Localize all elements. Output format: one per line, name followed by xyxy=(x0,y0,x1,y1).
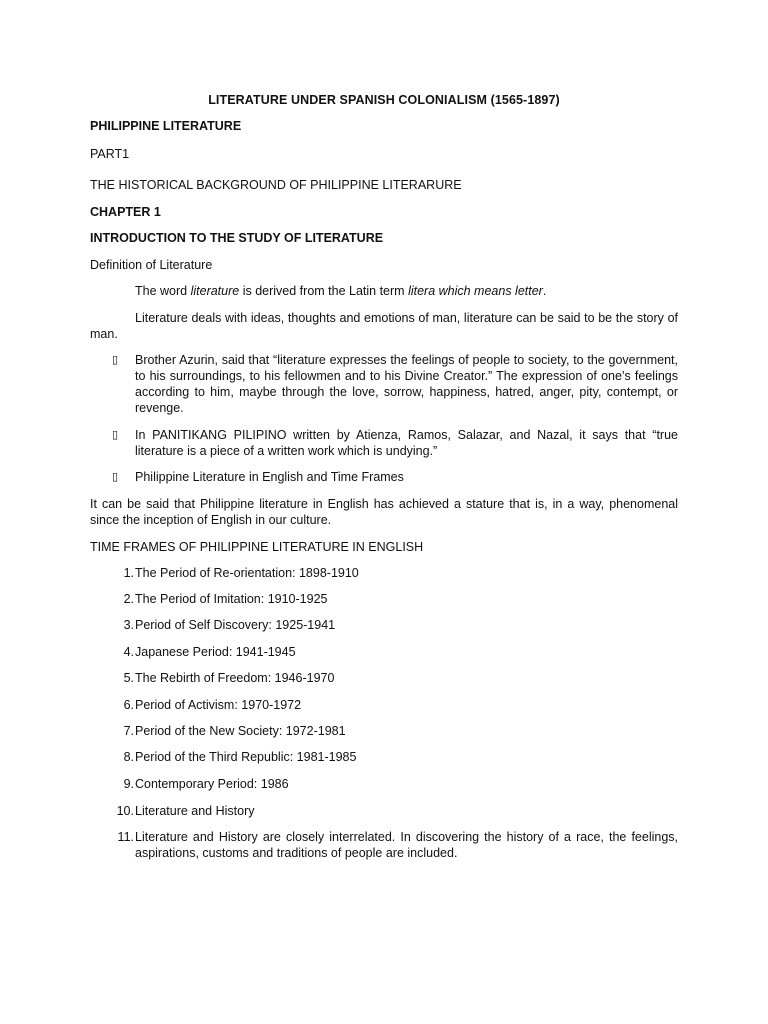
list-number: 4. xyxy=(123,645,134,659)
heading-philippine-literature: PHILIPPINE LITERATURE xyxy=(90,119,242,133)
list-number: 5. xyxy=(123,671,134,685)
list-text: Literature and History xyxy=(135,804,255,818)
list-number: 8. xyxy=(123,750,134,764)
bullet-icon: ▯ xyxy=(112,429,119,441)
list-number: 1. xyxy=(123,566,134,580)
list-text: The Rebirth of Freedom: 1946-1970 xyxy=(135,671,335,685)
bullet-icon: ▯ xyxy=(112,471,119,483)
bullet-icon: ▯ xyxy=(112,354,119,366)
time-frames-heading: TIME FRAMES OF PHILIPPINE LITERATURE IN ENGLISH xyxy=(90,540,424,554)
list-text: Period of Activism: 1970-1972 xyxy=(135,698,302,712)
list-number: 2. xyxy=(123,592,134,606)
chapter-title: INTRODUCTION TO THE STUDY OF LITERATURE xyxy=(90,231,384,245)
word-sentence-emphasis: literature xyxy=(190,284,240,298)
list-number: 7. xyxy=(123,724,134,738)
definition-heading: Definition of Literature xyxy=(90,258,213,272)
list-text: Contemporary Period: 1986 xyxy=(135,777,289,791)
stature-paragraph: It can be said that Philippine literature in English has achieved a stature that is, in a way, phenomenal since the inception of English in our culture. xyxy=(90,497,678,527)
list-number: 6. xyxy=(123,698,134,712)
word-sentence-part: is derived from the Latin term xyxy=(239,284,409,298)
list-text: Period of the Third Republic: 1981-1985 xyxy=(135,750,357,764)
list-text: Period of the New Society: 1972-1981 xyxy=(135,724,346,738)
word-definition-sentence xyxy=(135,283,546,299)
chapter-label: CHAPTER 1 xyxy=(90,205,161,219)
list-number: 11. xyxy=(117,830,134,844)
list-text: Japanese Period: 1941-1945 xyxy=(135,645,296,659)
list-number: 3. xyxy=(123,618,134,632)
historical-background-heading: THE HISTORICAL BACKGROUND OF PHILIPPINE LITERARURE xyxy=(90,178,462,192)
word-sentence-emphasis: litera which means letter xyxy=(408,284,543,298)
list-number: 9. xyxy=(123,777,134,791)
list-text: The Period of Re-orientation: 1898-1910 xyxy=(135,566,359,580)
part-label: PART1 xyxy=(90,147,130,161)
list-number: 10. xyxy=(116,804,134,818)
list-text: The Period of Imitation: 1910-1925 xyxy=(135,592,328,606)
literature-deals-paragraph: Literature deals with ideas, thoughts and emotions of man, literature can be said to be the story of man. xyxy=(90,311,678,341)
list-text: Literature and History are closely interrelated. In discovering the history of a race, the feelings, aspirations, customs and traditions of people are included. xyxy=(135,830,678,860)
bullet-text: In PANITIKANG PILIPINO written by Atienza, Ramos, Salazar, and Nazal, it says that “true literature is a piece of a written work which is undying.” xyxy=(135,428,678,458)
word-sentence-part: The word xyxy=(135,284,191,298)
document-page xyxy=(90,0,678,1024)
list-text: Period of Self Discovery: 1925-1941 xyxy=(135,618,336,632)
bullet-text: Philippine Literature in English and Time Frames xyxy=(135,470,404,484)
document-title: LITERATURE UNDER SPANISH COLONIALISM (1565-1897) xyxy=(208,93,560,107)
word-sentence-part: . xyxy=(542,284,547,298)
bullet-text: Brother Azurin, said that “literature expresses the feelings of people to society, to the government, to his surroundings, to his fellowmen and to his Divine Creator.” The expression of one’s feelings according to him, maybe through the love, sorrow, happiness, hatred, anger, pity, contempt, or revenge. xyxy=(135,353,678,415)
